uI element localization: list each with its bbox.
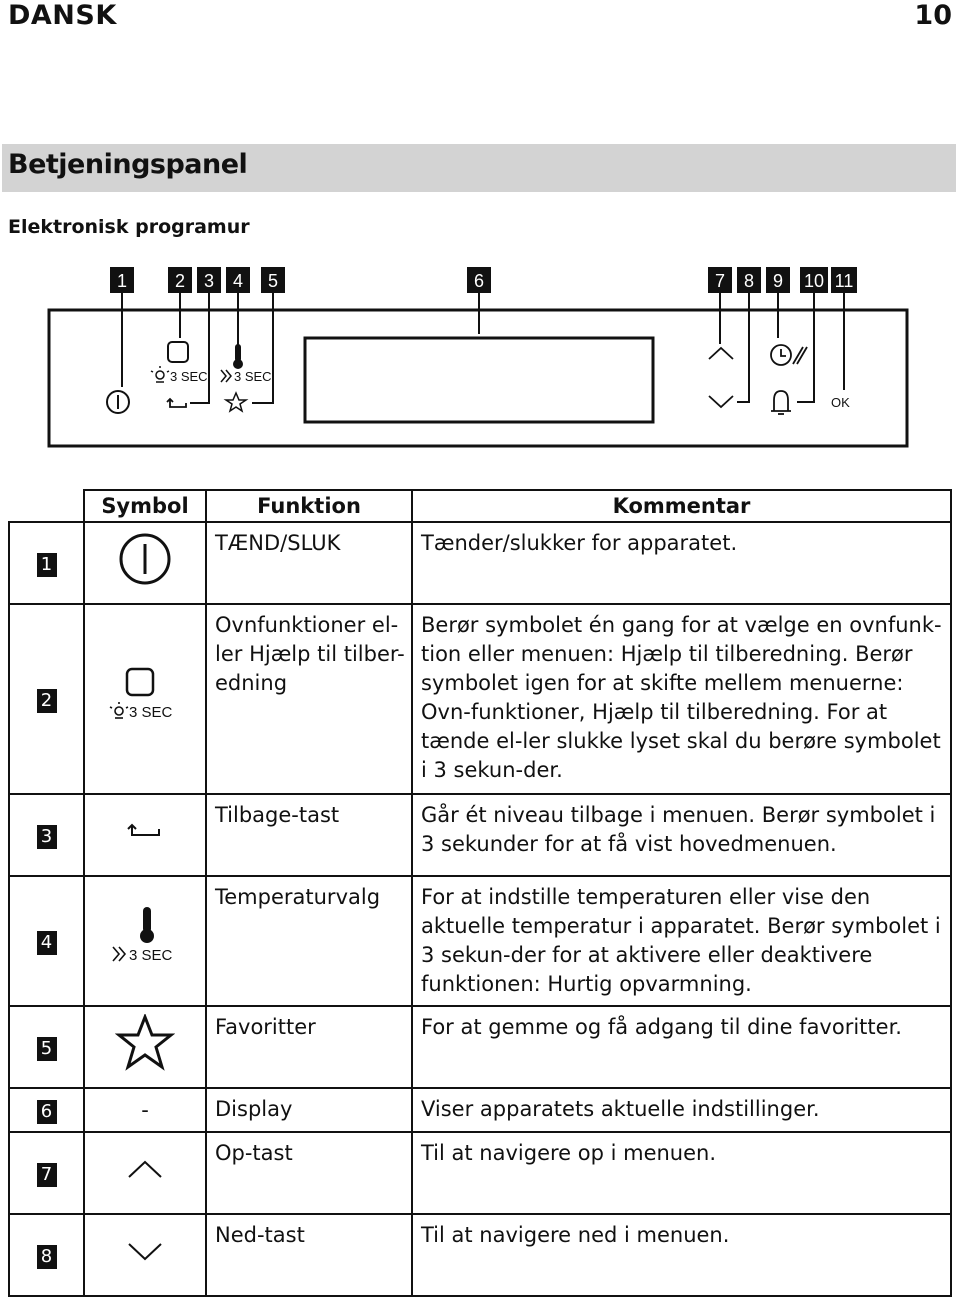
symbol-hold-label: 3 SEC bbox=[129, 947, 173, 964]
back-arrow-icon bbox=[167, 399, 186, 407]
section-title: Betjeningspanel bbox=[8, 149, 248, 180]
star-icon bbox=[226, 393, 246, 411]
svg-text:2: 2 bbox=[174, 271, 186, 291]
table-header-row bbox=[9, 490, 951, 522]
control-panel-diagram bbox=[0, 262, 960, 462]
svg-text:11: 11 bbox=[834, 271, 854, 291]
table-row bbox=[9, 1214, 951, 1296]
header-comment: Kommentar bbox=[412, 490, 951, 522]
callout-3 bbox=[197, 267, 221, 293]
comment-cell: Går ét niveau tilbage i menuen. Berør symbolet i 3 sekunder for at få vist hovedmenuen. bbox=[412, 794, 951, 876]
chevron-up-icon bbox=[709, 348, 733, 359]
chevron-down-icon bbox=[125, 1239, 165, 1263]
row-number: 1 bbox=[37, 553, 57, 577]
table-row bbox=[9, 1088, 951, 1132]
timer-icon bbox=[771, 345, 807, 365]
callout-4 bbox=[226, 267, 250, 293]
svg-text:6: 6 bbox=[473, 271, 485, 291]
row-number: 2 bbox=[37, 689, 57, 713]
bell-icon bbox=[771, 391, 791, 414]
page-number: 10 bbox=[914, 0, 952, 31]
row-number: 3 bbox=[37, 825, 57, 849]
light-hold-label: 3 SEC bbox=[170, 369, 208, 384]
svg-text:1: 1 bbox=[116, 271, 128, 291]
chevron-down-icon bbox=[709, 396, 733, 407]
comment-cell: Tænder/slukker for apparatet. bbox=[412, 522, 951, 604]
callout-10 bbox=[800, 267, 828, 293]
table-row bbox=[9, 522, 951, 604]
header-symbol: Symbol bbox=[84, 490, 206, 522]
function-cell: Temperaturvalg bbox=[206, 876, 412, 1006]
row-number: 8 bbox=[37, 1245, 57, 1269]
page-header bbox=[0, 0, 960, 36]
row-number: 7 bbox=[37, 1163, 57, 1187]
function-cell: Favoritter bbox=[206, 1006, 412, 1088]
thermometer-icon bbox=[233, 344, 243, 369]
power-icon bbox=[117, 531, 173, 587]
temp-hold-label: 3 SEC bbox=[234, 369, 272, 384]
function-cell: Ovnfunktioner el-ler Hjælp til tilber-edning bbox=[206, 604, 412, 794]
star-icon bbox=[115, 1014, 175, 1072]
svg-text:7: 7 bbox=[714, 271, 726, 291]
chevron-up-icon bbox=[125, 1157, 165, 1181]
light-icon bbox=[151, 366, 169, 382]
comment-cell: Til at navigere op i menuen. bbox=[412, 1132, 951, 1214]
svg-text:5: 5 bbox=[267, 271, 279, 291]
row-number: 5 bbox=[37, 1037, 57, 1061]
svg-text:4: 4 bbox=[232, 271, 244, 291]
power-icon bbox=[107, 391, 129, 413]
comment-cell: Til at navigere ned i menuen. bbox=[412, 1214, 951, 1296]
comment-cell: For at indstille temperaturen eller vise den aktuelle temperatur i apparatet. Berør symbolet i 3 sekun-der for at aktivere eller deaktivere funktionen: Hurtig opvarmning. bbox=[412, 876, 951, 1006]
row-number: 4 bbox=[37, 931, 57, 955]
header-function: Funktion bbox=[206, 490, 412, 522]
thermometer-icon bbox=[105, 905, 185, 969]
table-row bbox=[9, 876, 951, 1006]
comment-cell: Viser apparatets aktuelle indstillinger. bbox=[412, 1088, 951, 1132]
svg-text:10: 10 bbox=[803, 271, 825, 291]
ok-label: OK bbox=[831, 395, 850, 410]
table-row bbox=[9, 1006, 951, 1088]
section-subtitle: Elektronisk programur bbox=[8, 216, 250, 238]
oven-functions-icon bbox=[168, 342, 188, 362]
callout-9 bbox=[766, 267, 790, 293]
callout-5 bbox=[261, 267, 285, 293]
function-cell: Op-tast bbox=[206, 1132, 412, 1214]
callout-7 bbox=[708, 267, 732, 293]
function-cell: Ned-tast bbox=[206, 1214, 412, 1296]
comment-cell: For at gemme og få adgang til dine favoritter. bbox=[412, 1006, 951, 1088]
svg-text:9: 9 bbox=[772, 271, 784, 291]
language-label: DANSK bbox=[8, 0, 117, 31]
oven-functions-icon bbox=[105, 665, 185, 725]
row-number: 6 bbox=[37, 1100, 57, 1124]
table-row bbox=[9, 604, 951, 794]
svg-text:8: 8 bbox=[743, 271, 755, 291]
table-row bbox=[9, 794, 951, 876]
display-window bbox=[305, 338, 653, 422]
function-cell: TÆND/SLUK bbox=[206, 522, 412, 604]
back-arrow-icon bbox=[125, 819, 165, 843]
callout-11 bbox=[831, 267, 857, 293]
callout-8 bbox=[737, 267, 761, 293]
table-row bbox=[9, 1132, 951, 1214]
header-blank bbox=[9, 490, 84, 522]
callout-1 bbox=[110, 267, 134, 293]
symbol-hold-label: 3 SEC bbox=[129, 704, 173, 721]
function-cell: Tilbage-tast bbox=[206, 794, 412, 876]
function-cell: Display bbox=[206, 1088, 412, 1132]
callout-2 bbox=[168, 267, 192, 293]
comment-cell: Berør symbolet én gang for at vælge en ovnfunk-tion eller menuen: Hjælp til tilberedning. Berør symbolet igen for at skifte mellem menuerne: Ovn-funktioner, Hjælp til tilberedning. For at tænde el-ler slukke lyset skal du berøre symbolet i 3 sekun-der. bbox=[412, 604, 951, 794]
fast-heat-icon bbox=[221, 370, 231, 382]
svg-text:3: 3 bbox=[203, 271, 215, 291]
controls-table bbox=[8, 489, 952, 1297]
callout-6 bbox=[467, 267, 491, 293]
symbol-cell: - bbox=[84, 1088, 206, 1132]
